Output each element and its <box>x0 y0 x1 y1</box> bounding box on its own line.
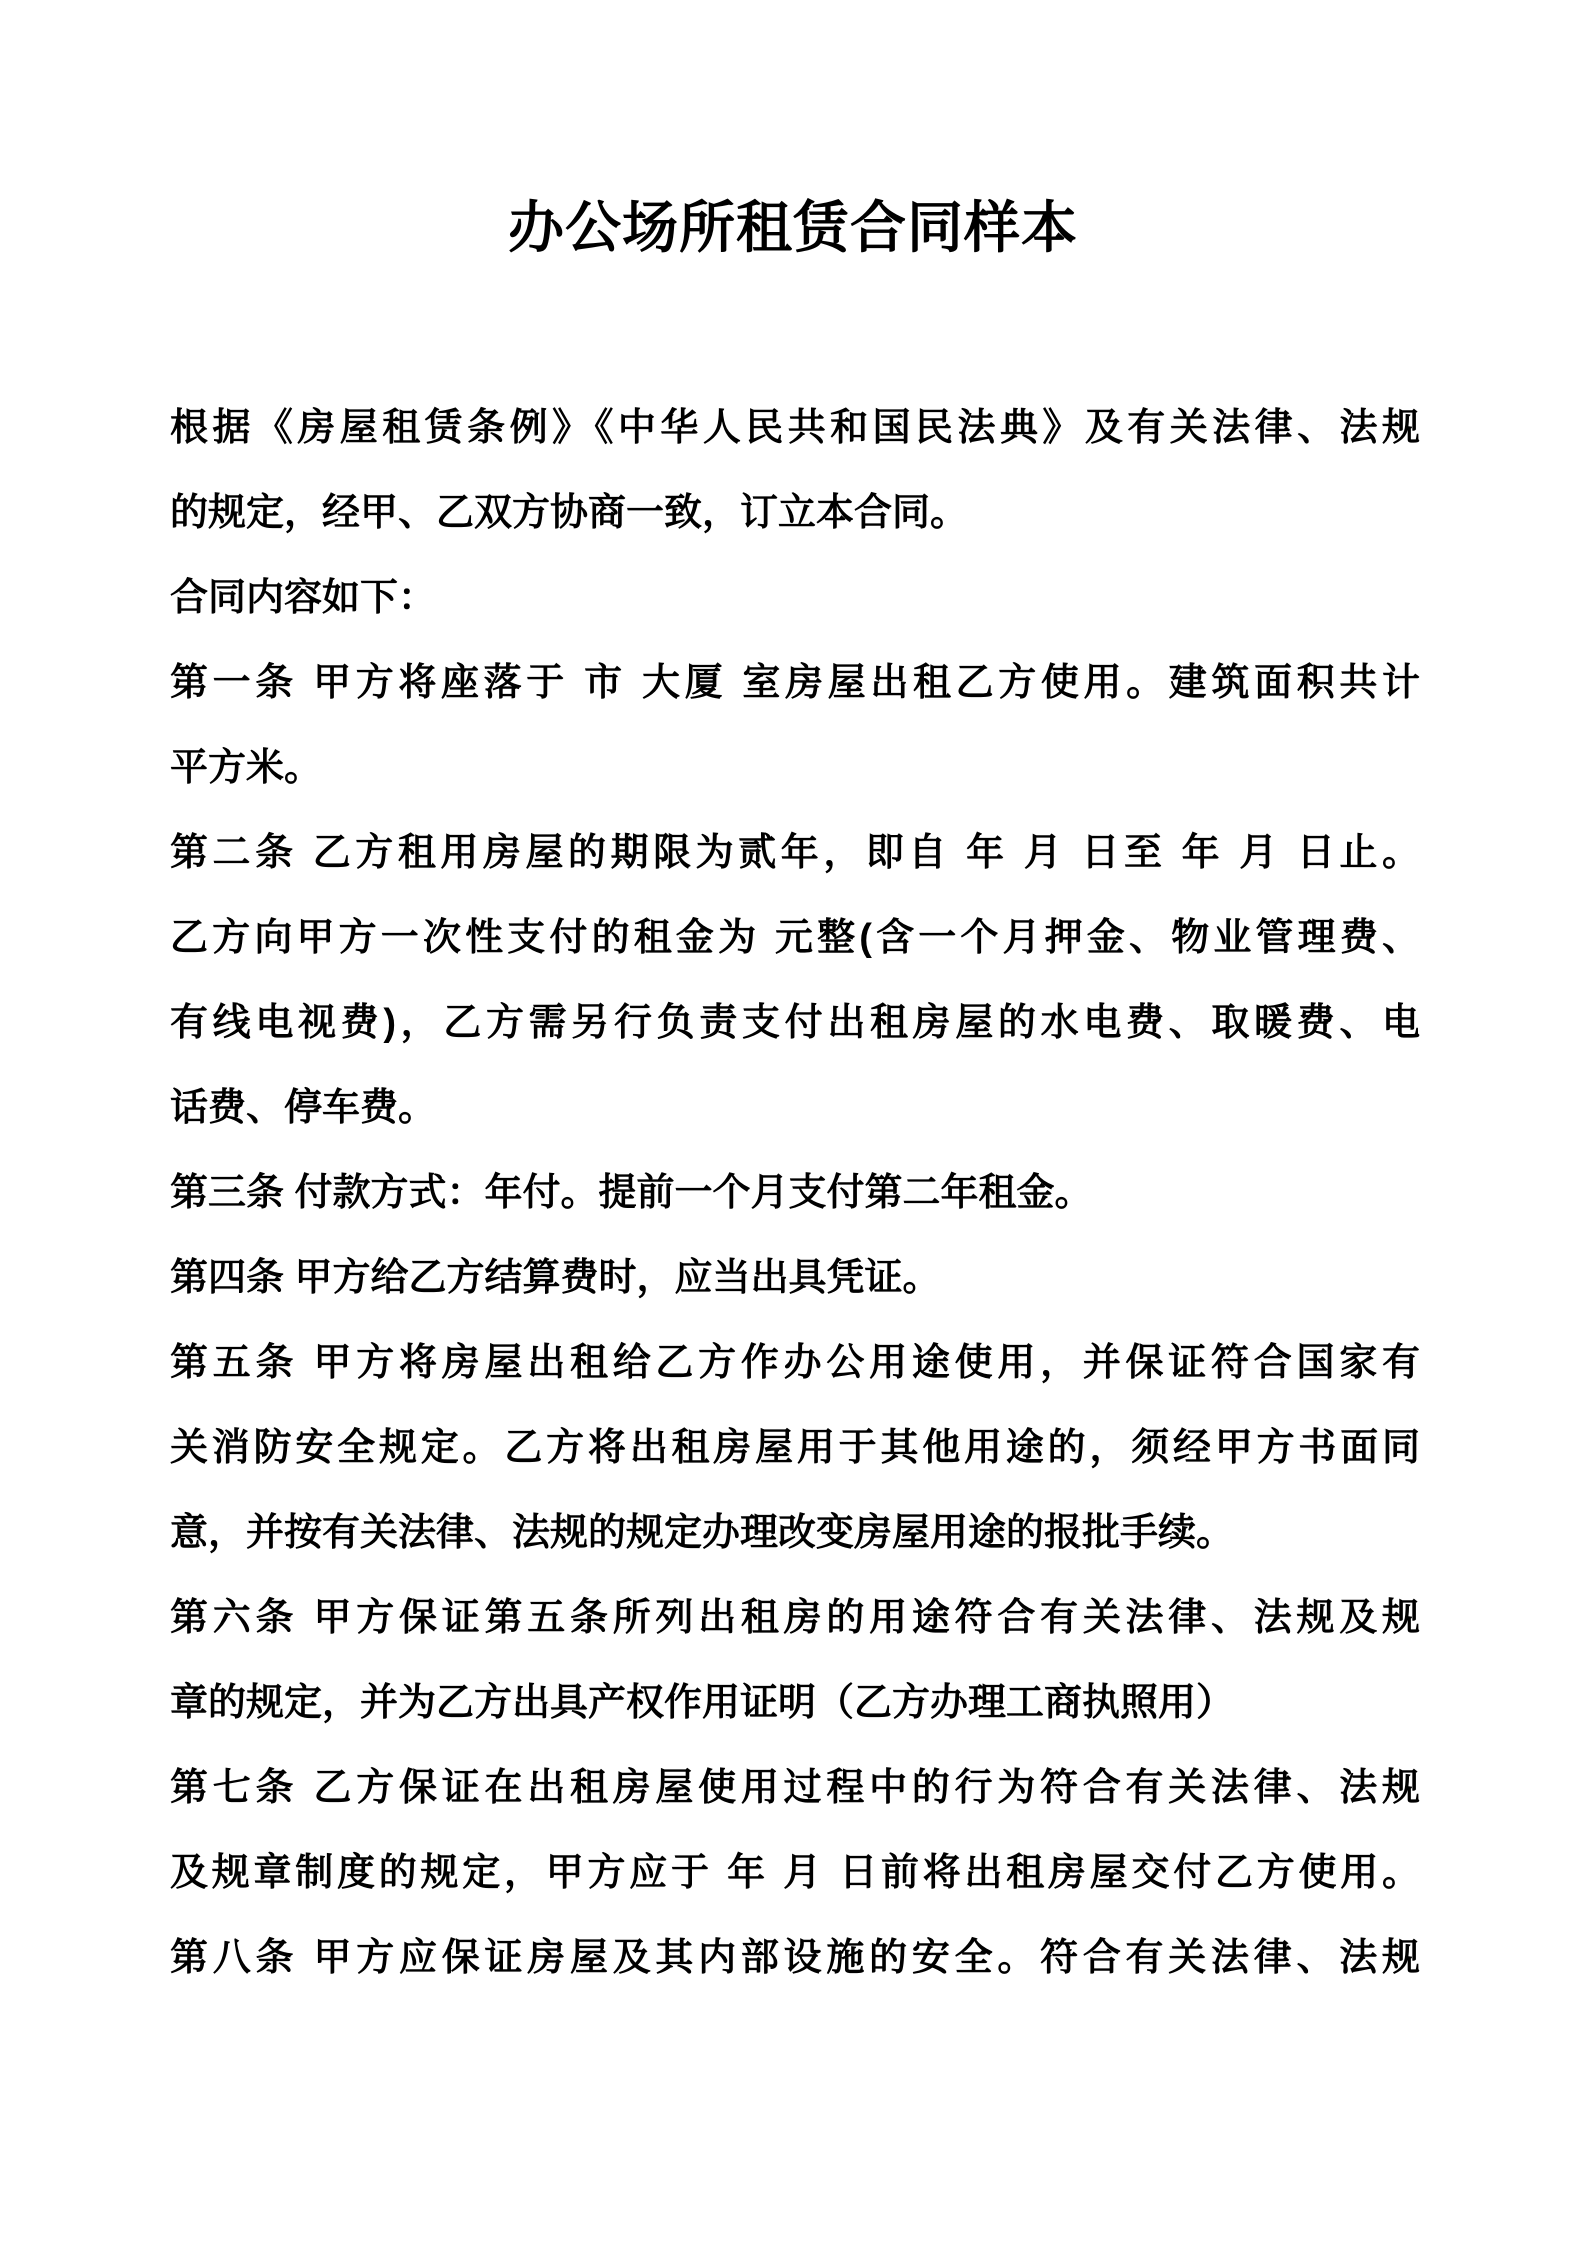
contract-body <box>170 386 1420 2001</box>
contract-line: 第四条 甲方给乙方结算费时，应当出具凭证。 <box>170 1257 941 1299</box>
contract-line: 第五条 甲方将房屋出租给乙方作办公用途使用，并保证符合国家有 <box>170 1342 1420 1384</box>
contract-line: 合同内容如下： <box>170 577 437 619</box>
contract-line: 乙方向甲方一次性支付的租金为 元整(含一个月押金、物业管理费、 <box>170 917 1420 959</box>
contract-line: 第七条 乙方保证在出租房屋使用过程中的行为符合有关法律、法规 <box>170 1767 1420 1809</box>
contract-title: 办公场所租赁合同样本 <box>508 196 1078 259</box>
contract-line: 第三条 付款方式：年付。提前一个月支付第二年租金。 <box>170 1172 1093 1214</box>
contract-line: 第二条 乙方租用房屋的期限为贰年，即自 年 月 日至 年 月 日止。 <box>170 832 1420 874</box>
contract-line: 第八条 甲方应保证房屋及其内部设施的安全。符合有关法律、法规 <box>170 1937 1420 1979</box>
contract-line: 有线电视费)，乙方需另行负责支付出租房屋的水电费、取暖费、电 <box>170 1002 1420 1044</box>
contract-line: 话费、停车费。 <box>170 1087 437 1129</box>
contract-line: 第六条 甲方保证第五条所列出租房的用途符合有关法律、法规及规 <box>170 1597 1420 1639</box>
contract-line: 的规定，经甲、乙双方协商一致，订立本合同。 <box>170 492 969 534</box>
contract-line: 意，并按有关法律、法规的规定办理改变房屋用途的报批手续。 <box>170 1512 1235 1554</box>
contract-line: 章的规定，并为乙方出具产权作用证明（乙方办理工商执照用） <box>170 1682 1235 1724</box>
contract-line: 平方米。 <box>170 747 323 789</box>
contract-line: 根据《房屋租赁条例》《中华人民共和国民法典》及有关法律、法规 <box>170 407 1420 449</box>
contract-line: 及规章制度的规定，甲方应于 年 月 日前将出租房屋交付乙方使用。 <box>170 1852 1420 1894</box>
contract-line: 关消防安全规定。乙方将出租房屋用于其他用途的，须经甲方书面同 <box>170 1427 1420 1469</box>
contract-line: 第一条 甲方将座落于 市 大厦 室房屋出租乙方使用。建筑面积共计 <box>170 662 1420 704</box>
